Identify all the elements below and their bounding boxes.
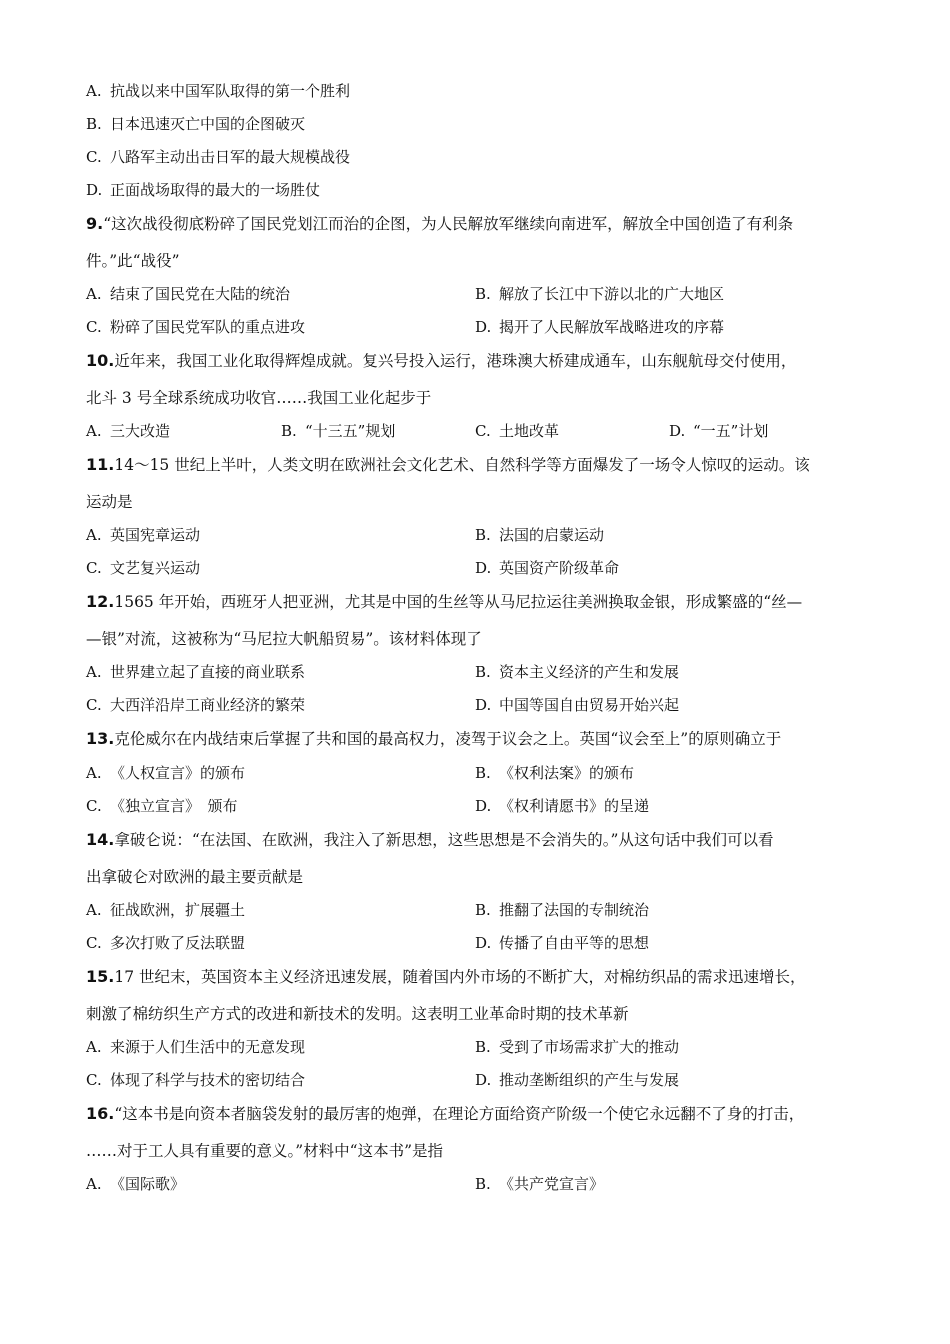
option-label: A.	[86, 901, 102, 919]
option-b	[475, 1037, 679, 1057]
option-a	[86, 525, 200, 545]
question-15-stem	[86, 967, 806, 987]
option-text: 日本迅速灭亡中国的企图破灭	[110, 115, 306, 133]
option-label: A.	[86, 285, 102, 303]
option-a	[86, 421, 170, 441]
option-label: B.	[475, 901, 491, 919]
stem-line: 刺激了棉纺织生产方式的改进和新技术的发明。这表明工业革命时期的技术革新	[86, 1005, 629, 1023]
option-label: B.	[281, 422, 297, 440]
question-11-stem-cont	[86, 492, 133, 512]
question-number: 13.	[86, 729, 115, 748]
option-label: B.	[475, 1038, 491, 1056]
stem-line: 北斗 3 号全球系统成功收官……我国工业化起步于	[86, 389, 432, 407]
option-text: 《共产党宣言》	[499, 1175, 605, 1193]
option-label: D.	[475, 797, 492, 815]
option-label: C.	[86, 148, 102, 166]
stem-line: —银”对流，这被称为“马尼拉大帆船贸易”。该材料体现了	[86, 630, 482, 648]
option-label: C.	[475, 422, 491, 440]
option-a	[86, 900, 245, 920]
option-label: B.	[86, 115, 102, 133]
option-text: 解放了长江中下游以北的广大地区	[499, 285, 725, 303]
option-label: A.	[86, 1175, 102, 1193]
option-label: C.	[86, 318, 102, 336]
option-label: A.	[86, 1038, 102, 1056]
option-c	[86, 933, 245, 953]
option-text: 传播了自由平等的思想	[499, 934, 650, 952]
option-text: 《人权宣言》的颁布	[110, 764, 246, 782]
question-15-stem-cont	[86, 1004, 629, 1024]
option-text: 八路军主动出击日军的最大规模战役	[110, 148, 351, 166]
option-label: B.	[475, 1175, 491, 1193]
question-14-stem	[86, 830, 773, 850]
option-d	[475, 796, 649, 816]
option-label: A.	[86, 82, 102, 100]
option-b	[475, 763, 634, 783]
option-label: C.	[86, 797, 102, 815]
question-10-stem-cont	[86, 388, 431, 408]
option-label: C.	[86, 559, 102, 577]
option-c	[86, 558, 200, 578]
option-text: 《独立宣言》 颁布	[110, 797, 238, 815]
option-text: 多次打败了反法联盟	[110, 934, 246, 952]
option-text: 推翻了法国的专制统治	[499, 901, 650, 919]
option-label: B.	[475, 285, 491, 303]
option-label: D.	[669, 422, 686, 440]
question-number: 16.	[86, 1104, 115, 1123]
question-number: 9.	[86, 214, 104, 233]
option-c	[86, 317, 305, 337]
option-b	[475, 284, 724, 304]
question-9-stem	[86, 214, 793, 234]
option-a	[86, 1037, 305, 1057]
option-c	[86, 1070, 305, 1090]
option-text: 英国资产阶级革命	[499, 559, 620, 577]
option-text: 文艺复兴运动	[110, 559, 201, 577]
question-number: 12.	[86, 592, 115, 611]
option-b	[475, 662, 679, 682]
option-text: 揭开了人民解放军战略进攻的序幕	[499, 318, 725, 336]
option-text: 正面战场取得的最大的一场胜仗	[110, 181, 321, 199]
option-d	[475, 933, 649, 953]
question-10-stem	[86, 351, 796, 371]
option-b	[86, 114, 305, 134]
option-label: C.	[86, 934, 102, 952]
option-b	[475, 1174, 604, 1194]
option-text: 大西洋沿岸工商业经济的繁荣	[110, 696, 306, 714]
stem-line: “这本书是向资本者脑袋发射的最厉害的炮弹，在理论方面给资产阶级一个使它永远翻不了身的打击，	[114, 1105, 805, 1123]
stem-line: 运动是	[86, 493, 133, 511]
option-text: 来源于人们生活中的无意发现	[110, 1038, 306, 1056]
stem-line: 出拿破仑对欧洲的最主要贡献是	[86, 868, 304, 886]
option-text: 推动垄断组织的产生与发展	[499, 1071, 680, 1089]
question-16-stem	[86, 1104, 804, 1124]
question-12-stem	[86, 592, 802, 612]
question-11-stem	[86, 455, 810, 475]
option-d	[475, 558, 619, 578]
option-text: 法国的启蒙运动	[499, 526, 605, 544]
option-text: 中国等国自由贸易开始兴起	[499, 696, 680, 714]
option-d	[475, 317, 724, 337]
stem-line: ……对于工人具有重要的意义。”材料中“这本书”是指	[86, 1142, 444, 1160]
option-c	[86, 695, 305, 715]
option-d	[475, 695, 679, 715]
option-label: C.	[86, 696, 102, 714]
question-14-stem-cont	[86, 867, 303, 887]
option-a	[86, 763, 245, 783]
question-13-stem	[86, 729, 781, 749]
option-a	[86, 284, 290, 304]
option-text: 结束了国民党在大陆的统治	[110, 285, 291, 303]
option-text: 受到了市场需求扩大的推动	[499, 1038, 680, 1056]
question-12-stem-cont	[86, 629, 482, 649]
option-label: A.	[86, 764, 102, 782]
option-label: A.	[86, 526, 102, 544]
question-number: 10.	[86, 351, 115, 370]
option-text: 《权利法案》的颁布	[499, 764, 635, 782]
option-a	[86, 662, 305, 682]
option-d	[669, 421, 768, 441]
option-a	[86, 1174, 185, 1194]
question-9-stem-cont	[86, 251, 180, 271]
option-text: “十三五”规划	[305, 422, 396, 440]
option-text: 英国宪章运动	[110, 526, 201, 544]
option-text: 土地改革	[499, 422, 560, 440]
option-b	[475, 900, 649, 920]
option-b	[475, 525, 604, 545]
option-label: A.	[86, 663, 102, 681]
stem-line: “这次战役彻底粉碎了国民党划江而治的企图，为人民解放军继续向南进军，解放全中国创造了有利条	[103, 215, 794, 233]
stem-line: 克伦威尔在内战结束后掌握了共和国的最高权力，凌驾于议会之上。英国“议会至上”的原则确立于	[114, 730, 782, 748]
stem-line: 拿破仑说：“在法国、在欧洲，我注入了新思想，这些思想是不会消失的。”从这句话中我们可以看	[114, 831, 774, 849]
question-16-stem-cont	[86, 1141, 443, 1161]
option-label: D.	[475, 1071, 492, 1089]
stem-line: 近年来，我国工业化取得辉煌成就。复兴号投入运行，港珠澳大桥建成通车，山东舰航母交付使用，	[114, 352, 797, 370]
option-text: 资本主义经济的产生和发展	[499, 663, 680, 681]
option-label: B.	[475, 764, 491, 782]
option-text: 抗战以来中国军队取得的第一个胜利	[110, 82, 351, 100]
option-b	[281, 421, 395, 441]
stem-line: 件。”此“战役”	[86, 252, 180, 270]
option-text: 三大改造	[110, 422, 171, 440]
option-d	[475, 1070, 679, 1090]
option-text: “一五”计划	[693, 422, 769, 440]
option-d	[86, 180, 320, 200]
stem-line: 17 世纪末，英国资本主义经济迅速发展，随着国内外市场的不断扩大，对棉纺织品的需求迅速增长，	[114, 968, 806, 986]
option-label: D.	[86, 181, 103, 199]
option-c	[86, 147, 350, 167]
question-number: 14.	[86, 830, 115, 849]
question-number: 15.	[86, 967, 115, 986]
stem-line: 14～15 世纪上半叶，人类文明在欧洲社会文化艺术、自然科学等方面爆发了一场令人惊叹的运动。该	[114, 456, 810, 474]
option-label: B.	[475, 526, 491, 544]
option-label: A.	[86, 422, 102, 440]
option-label: D.	[475, 696, 492, 714]
question-number: 11.	[86, 455, 115, 474]
option-a	[86, 81, 350, 101]
option-text: 粉碎了国民党军队的重点进攻	[110, 318, 306, 336]
option-text: 《权利请愿书》的呈递	[499, 797, 650, 815]
option-label: B.	[475, 663, 491, 681]
option-label: D.	[475, 559, 492, 577]
stem-line: 1565 年开始，西班牙人把亚洲，尤其是中国的生丝等从马尼拉运往美洲换取金银，形成繁盛的“丝—	[114, 593, 803, 611]
option-text: 《国际歌》	[110, 1175, 186, 1193]
option-text: 世界建立起了直接的商业联系	[110, 663, 306, 681]
option-text: 征战欧洲，扩展疆土	[110, 901, 246, 919]
option-c	[475, 421, 559, 441]
option-label: C.	[86, 1071, 102, 1089]
option-c	[86, 796, 238, 816]
option-label: D.	[475, 934, 492, 952]
option-text: 体现了科学与技术的密切结合	[110, 1071, 306, 1089]
option-label: D.	[475, 318, 492, 336]
